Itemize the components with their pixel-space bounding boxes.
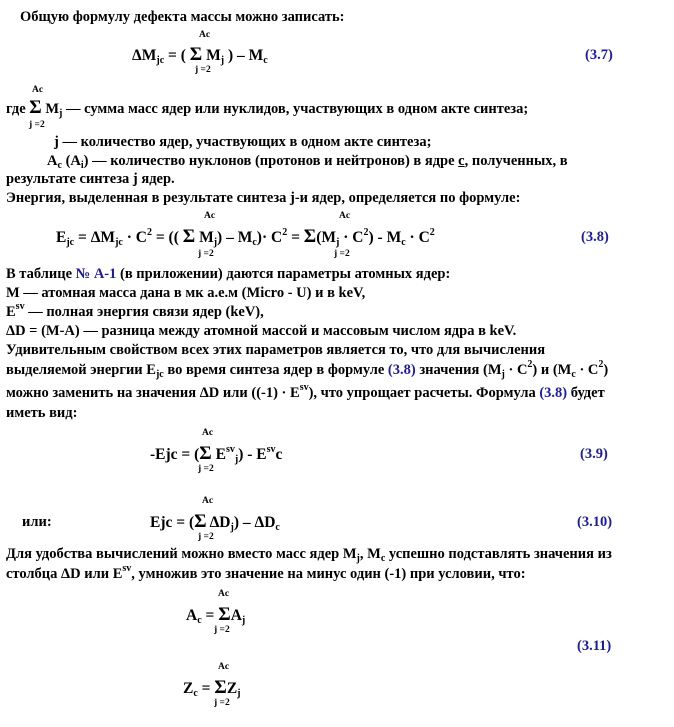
- convenience-line-2: столбца ΔD или $E^{sv}$, умножив это значение на минус один (-1) при условии, что:: [6, 563, 526, 582]
- mass-definition-line: M — атомная масса дана в мк а.е.м (Micro - U) и в keV,: [6, 285, 366, 301]
- sum-lower-limit: j =2: [198, 249, 214, 259]
- equation-body: Ejc = (Σ $\Delta D_j) - \Delta D_c$: [150, 511, 280, 533]
- sum-upper-limit: Ac: [218, 589, 230, 599]
- equation-number: (3.11): [577, 638, 612, 654]
- j-definition-line: j — количество ядер, участвующих в одном акте синтеза;: [54, 134, 432, 150]
- equation-body: -Ejc = (Σ $E^{sv}_j) - E^{sv}c$: [150, 443, 283, 465]
- sum-lower-limit: j =2: [214, 698, 230, 708]
- sum-upper-limit: Ac: [202, 496, 214, 506]
- sum-upper-limit: Ac: [202, 428, 214, 438]
- sum-lower-limit: j =2: [198, 532, 214, 542]
- mass-defect-definition-line: ΔD = (M-A) — разница между атомной массой и массовым числом ядра в keV.: [6, 323, 517, 339]
- formula-reference[interactable]: (3.8): [539, 385, 568, 401]
- sum-upper-limit: Ac: [204, 211, 216, 221]
- sum-upper-limit: Ac: [199, 30, 211, 40]
- sum-lower-limit: j =2: [198, 464, 214, 474]
- sum-definition-line: где Σ $M_j$ — сумма масс ядер или нуклидов, участвующих в одном акте синтеза;: [6, 97, 529, 119]
- equation-body: $E_{jc} = \Delta M_{jc} \cdot C^2$ = (( Σ $M_j) - M_c)\cdot C^2 = \Sigma(M_j \cdot C^2) - M_c \cdot C^2$: [56, 226, 435, 248]
- sum-upper-limit: Ac: [339, 211, 351, 221]
- equation-number: (3.7): [585, 47, 613, 63]
- intro-line: Общую формулу дефекта массы можно записать:: [20, 9, 345, 25]
- paragraph-line-1: Удивительным свойством всех этих параметров является то, что для вычисления: [6, 342, 546, 358]
- or-label: или:: [22, 514, 52, 530]
- sum-lower-limit: j =2: [214, 625, 230, 635]
- ac-definition-line: $A_c$ $(A_i)$ — количество нуклонов (протонов и нейтронов) в ядре с, полученных, в: [47, 153, 568, 171]
- sum-upper-limit: Ac: [218, 662, 230, 672]
- table-reference-line: В таблице № А-1 (в приложении) даются параметры атомных ядер:: [6, 266, 451, 282]
- paragraph-line-3: можно заменить на значения ΔD или $((-1) \cdot E^{sv})$, что упрощает расчеты. Формула (3.8) будет: [6, 382, 605, 401]
- sum-lower-limit: j =2: [195, 65, 211, 75]
- sum-upper-limit: Ac: [32, 85, 44, 95]
- table-link[interactable]: № А-1: [75, 266, 117, 282]
- equation-number: (3.8): [581, 229, 609, 245]
- sum-lower-limit: j =2: [334, 249, 350, 259]
- sum-lower-limit: j =2: [29, 120, 45, 130]
- equation-number: (3.9): [580, 446, 608, 462]
- paragraph-line-2: выделяемой энергии $E_{jc}$ во время синтеза ядер в формуле (3.8) значения $(M_j \cdot C^2)$ и $(M_c \cdot C^2)$: [6, 359, 609, 380]
- convenience-line-1: Для удобства вычислений можно вместо масс ядер $M_j$, $M_c$ успешно подставлять значения из: [6, 546, 612, 564]
- ac-definition-line-2: результате синтеза j ядер.: [6, 171, 175, 187]
- binding-energy-line: $E^{sv}$ — полная энергия связи ядер (keV),: [6, 301, 264, 320]
- formula-reference[interactable]: (3.8): [387, 362, 416, 378]
- energy-formula-intro: Энергия, выделенная в результате синтеза j-и ядер, определяется по формуле:: [6, 190, 521, 206]
- equation-line-b: $Z_c = \Sigma Z_j$: [183, 677, 241, 699]
- paragraph-line-4: иметь вид:: [6, 405, 78, 421]
- equation-body: $\Delta M_{jc}$ = ( Σ $M_j$ ) – $M_c$: [132, 44, 268, 66]
- equation-line-a: $A_c = \Sigma A_j$: [186, 604, 246, 626]
- equation-number: (3.10): [577, 514, 613, 530]
